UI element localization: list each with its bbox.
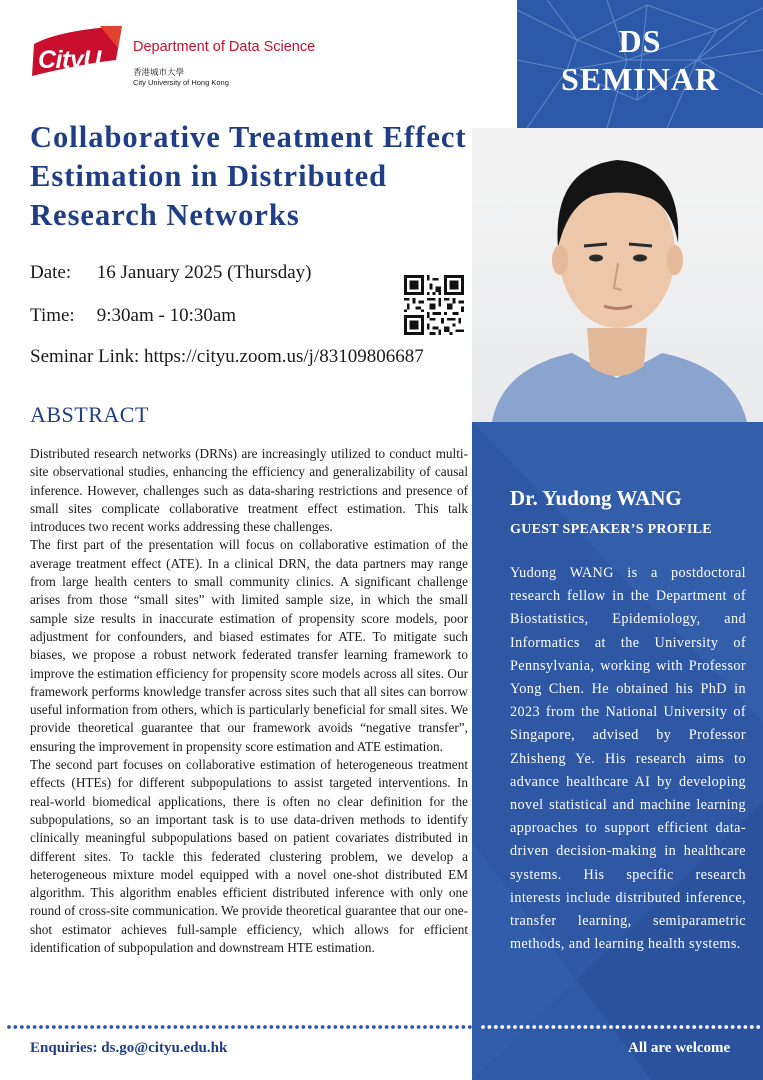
divider-dot (116, 1025, 120, 1029)
abstract-body (30, 445, 468, 957)
qr-code-icon[interactable] (404, 275, 464, 335)
divider-dot (641, 1025, 645, 1029)
divider-dot (404, 1025, 408, 1029)
divider-dot (167, 1025, 171, 1029)
seminar-banner (517, 0, 763, 128)
divider-dot (545, 1025, 549, 1029)
divider-dot (660, 1025, 664, 1029)
divider-dot (174, 1025, 178, 1029)
divider-dot (302, 1025, 306, 1029)
divider-dot (97, 1025, 101, 1029)
divider-dot (110, 1025, 114, 1029)
profile-heading: GUEST SPEAKER’S PROFILE (510, 522, 712, 537)
divider-dot (744, 1025, 748, 1029)
divider-dot (154, 1025, 158, 1029)
divider-dot (193, 1025, 197, 1029)
divider-dot (282, 1025, 286, 1029)
divider-dot (129, 1025, 133, 1029)
seminar-link-label: Seminar Link: (30, 346, 140, 367)
series-line-2: SEMINAR (560, 61, 720, 97)
divider-dot (385, 1025, 389, 1029)
divider-dot (231, 1025, 235, 1029)
university-name-cn: 香港城市大學 (133, 68, 185, 78)
date-label: Date: (30, 262, 72, 283)
divider-dot (327, 1025, 331, 1029)
abstract-paragraph: The second part focuses on collaborative estimation of heterogeneous treatment effects (HTEs) for different subpopulations to assist targeted interventions. In real-world biomedical applications, there is often no clear definition for the subpopulations, so an important task is to use data-driven methods to identify clinically meaningful subpopulations based on patient covariates distributed in different sites. To tackle this federated clustering problem, we develop a heterogeneous mixture model equipped with a novel one-shot distributed EM algorithm. This algorithm enables efficient distributed inference with only one round of cross-site communication. We provide theoretical guarantee that our one-shot estimator achieves full-sample efficiency, which allows for efficient identification of subpopulation and downstream HTE estimation. (30, 757, 468, 956)
divider-dot (186, 1025, 190, 1029)
divider-dot (148, 1025, 152, 1029)
time-row (30, 305, 236, 327)
divider-dot (648, 1025, 652, 1029)
divider-dot (391, 1025, 395, 1029)
speaker-portrait-illustration (472, 128, 763, 422)
divider-dot (756, 1025, 760, 1029)
divider-dot (225, 1025, 229, 1029)
divider-dot (494, 1025, 498, 1029)
divider-dot (334, 1025, 338, 1029)
divider-dot (218, 1025, 222, 1029)
divider-dot (33, 1025, 37, 1029)
divider-dot (308, 1025, 312, 1029)
divider-dot (398, 1025, 402, 1029)
divider-dot (680, 1025, 684, 1029)
divider-dot (667, 1025, 671, 1029)
welcome-text: All are welcome (628, 1040, 731, 1056)
divider-dot (46, 1025, 50, 1029)
series-title (517, 22, 763, 98)
divider-dot (731, 1025, 735, 1029)
divider-dot (718, 1025, 722, 1029)
speaker-photo (472, 128, 763, 422)
divider-dot (622, 1025, 626, 1029)
divider-dot (481, 1025, 485, 1029)
divider-dot (372, 1025, 376, 1029)
divider-dot (609, 1025, 613, 1029)
divider-dot (263, 1025, 267, 1029)
divider-dot (488, 1025, 492, 1029)
divider-dot (161, 1025, 165, 1029)
abstract-paragraph: Distributed research networks (DRNs) are increasingly utilized to conduct multi-site observational studies, enhancing the efficiency and generalizability of causal inference. However, challenges such as data-sharing restrictions and presence of small sites complicate collaborative treatment effect estimation. This talk introduces two recent works addressing these challenges. (30, 446, 468, 535)
divider-dot (430, 1025, 434, 1029)
divider-dot (520, 1025, 524, 1029)
divider-dot (590, 1025, 594, 1029)
university-name-en: City University of Hong Kong (133, 78, 229, 87)
divider-dot (206, 1025, 210, 1029)
divider-dot (14, 1025, 18, 1029)
divider-dot (686, 1025, 690, 1029)
divider-dot (526, 1025, 530, 1029)
divider-dot (552, 1025, 556, 1029)
speaker-name: Dr. Yudong WANG (510, 486, 682, 510)
department-name: Department of Data Science (133, 39, 316, 55)
seminar-link[interactable]: https://cityu.zoom.us/j/83109806687 (143, 346, 424, 367)
abstract-paragraph: The first part of the presentation will focus on collaborative estimation of the average treatment effect (ATE). In a clinical DRN, the data partners may range from large health centers to small community clinics. A significant challenge arises from those “small sites” with limited sample size, in which the small sample size results in inaccurate estimation of propensity score models, poor adjustment for confounders, and biased estimates for ATE. To mitigate such biases, we propose a robust network federated transfer learning framework to improve the estimation efficiency for propensity score models across all sites. Our framework performs knowledge transfer across sites such that all sites can borrow useful information from others, which is particularly beneficial for small sites. We provide theoretical guarantee that our framework avoids “negative transfer”, ensuring the improvement in propensity score estimation and ATE estimation. (30, 537, 468, 754)
divider-dot (596, 1025, 600, 1029)
divider-dot (442, 1025, 446, 1029)
divider-dot (417, 1025, 421, 1029)
divider-dot (180, 1025, 184, 1029)
divider-dot (122, 1025, 126, 1029)
divider-dot (103, 1025, 107, 1029)
divider-dot (692, 1025, 696, 1029)
divider-dot (378, 1025, 382, 1029)
speaker-profile-panel (472, 422, 763, 1080)
seminar-link-row (30, 346, 424, 368)
divider-dot (20, 1025, 24, 1029)
divider-dot (359, 1025, 363, 1029)
divider-dot (52, 1025, 56, 1029)
divider-dot (346, 1025, 350, 1029)
divider-dot (423, 1025, 427, 1029)
divider-dot (84, 1025, 88, 1029)
date-row (30, 262, 312, 284)
divider-dot (603, 1025, 607, 1029)
talk-title: Collaborative Treatment Effect Estimation in Distributed Research Networks (30, 120, 467, 232)
divider-dot (238, 1025, 242, 1029)
divider-dot (244, 1025, 248, 1029)
divider-dot (295, 1025, 299, 1029)
divider-dot (289, 1025, 293, 1029)
divider-dot (507, 1025, 511, 1029)
divider-dot (135, 1025, 139, 1029)
divider-dot (616, 1025, 620, 1029)
divider-dot (212, 1025, 216, 1029)
divider-dot (65, 1025, 69, 1029)
enquiries-text[interactable]: Enquiries: ds.go@cityu.edu.hk (30, 1040, 228, 1056)
divider-dot (314, 1025, 318, 1029)
divider-dot (577, 1025, 581, 1029)
divider-dot (39, 1025, 43, 1029)
divider-dot (673, 1025, 677, 1029)
dotted-divider-right (480, 1024, 763, 1030)
series-line-1: DS (618, 23, 662, 59)
divider-dot (71, 1025, 75, 1029)
divider-dot (7, 1025, 11, 1029)
divider-dot (462, 1025, 466, 1029)
divider-dot (142, 1025, 146, 1029)
divider-dot (455, 1025, 459, 1029)
divider-dot (571, 1025, 575, 1029)
divider-dot (58, 1025, 62, 1029)
dotted-divider-left (6, 1024, 472, 1030)
divider-dot (276, 1025, 280, 1029)
divider-dot (654, 1025, 658, 1029)
divider-dot (500, 1025, 504, 1029)
divider-dot (436, 1025, 440, 1029)
divider-dot (257, 1025, 261, 1029)
divider-dot (737, 1025, 741, 1029)
date-value: 16 January 2025 (Thursday) (96, 262, 312, 283)
time-value: 9:30am - 10:30am (96, 305, 237, 326)
divider-dot (410, 1025, 414, 1029)
divider-dot (78, 1025, 82, 1029)
divider-dot (532, 1025, 536, 1029)
divider-dot (699, 1025, 703, 1029)
divider-dot (564, 1025, 568, 1029)
divider-dot (353, 1025, 357, 1029)
divider-dot (250, 1025, 254, 1029)
divider-dot (270, 1025, 274, 1029)
speaker-bio: Yudong WANG is a postdoctoral research fellow in the Department of Biostatistics, Epidemiology, and Informatics at the University of Pennsylvania, working with Professor Yong Chen. He obtained his PhD in 2023 from the National University of Singapore, advised by Professor Zhisheng Ye. His research aims to advance healthcare AI by developing novel statistical and machine learning approaches to support efficient data-driven decision-making in healthcare systems. His specific research interests include distributed inference, transfer learning, semiparametric methods, and learning health systems. (510, 565, 746, 953)
time-label: Time: (30, 305, 75, 326)
logo-text: CityU (38, 46, 101, 74)
divider-dot (321, 1025, 325, 1029)
divider-dot (513, 1025, 517, 1029)
divider-dot (26, 1025, 30, 1029)
divider-dot (539, 1025, 543, 1029)
divider-dot (90, 1025, 94, 1029)
divider-dot (558, 1025, 562, 1029)
divider-dot (628, 1025, 632, 1029)
divider-dot (366, 1025, 370, 1029)
abstract-heading: ABSTRACT (30, 402, 149, 427)
divider-dot (635, 1025, 639, 1029)
divider-dot (449, 1025, 453, 1029)
divider-dot (712, 1025, 716, 1029)
divider-dot (750, 1025, 754, 1029)
divider-dot (199, 1025, 203, 1029)
divider-dot (584, 1025, 588, 1029)
divider-dot (724, 1025, 728, 1029)
divider-dot (705, 1025, 709, 1029)
divider-dot (340, 1025, 344, 1029)
